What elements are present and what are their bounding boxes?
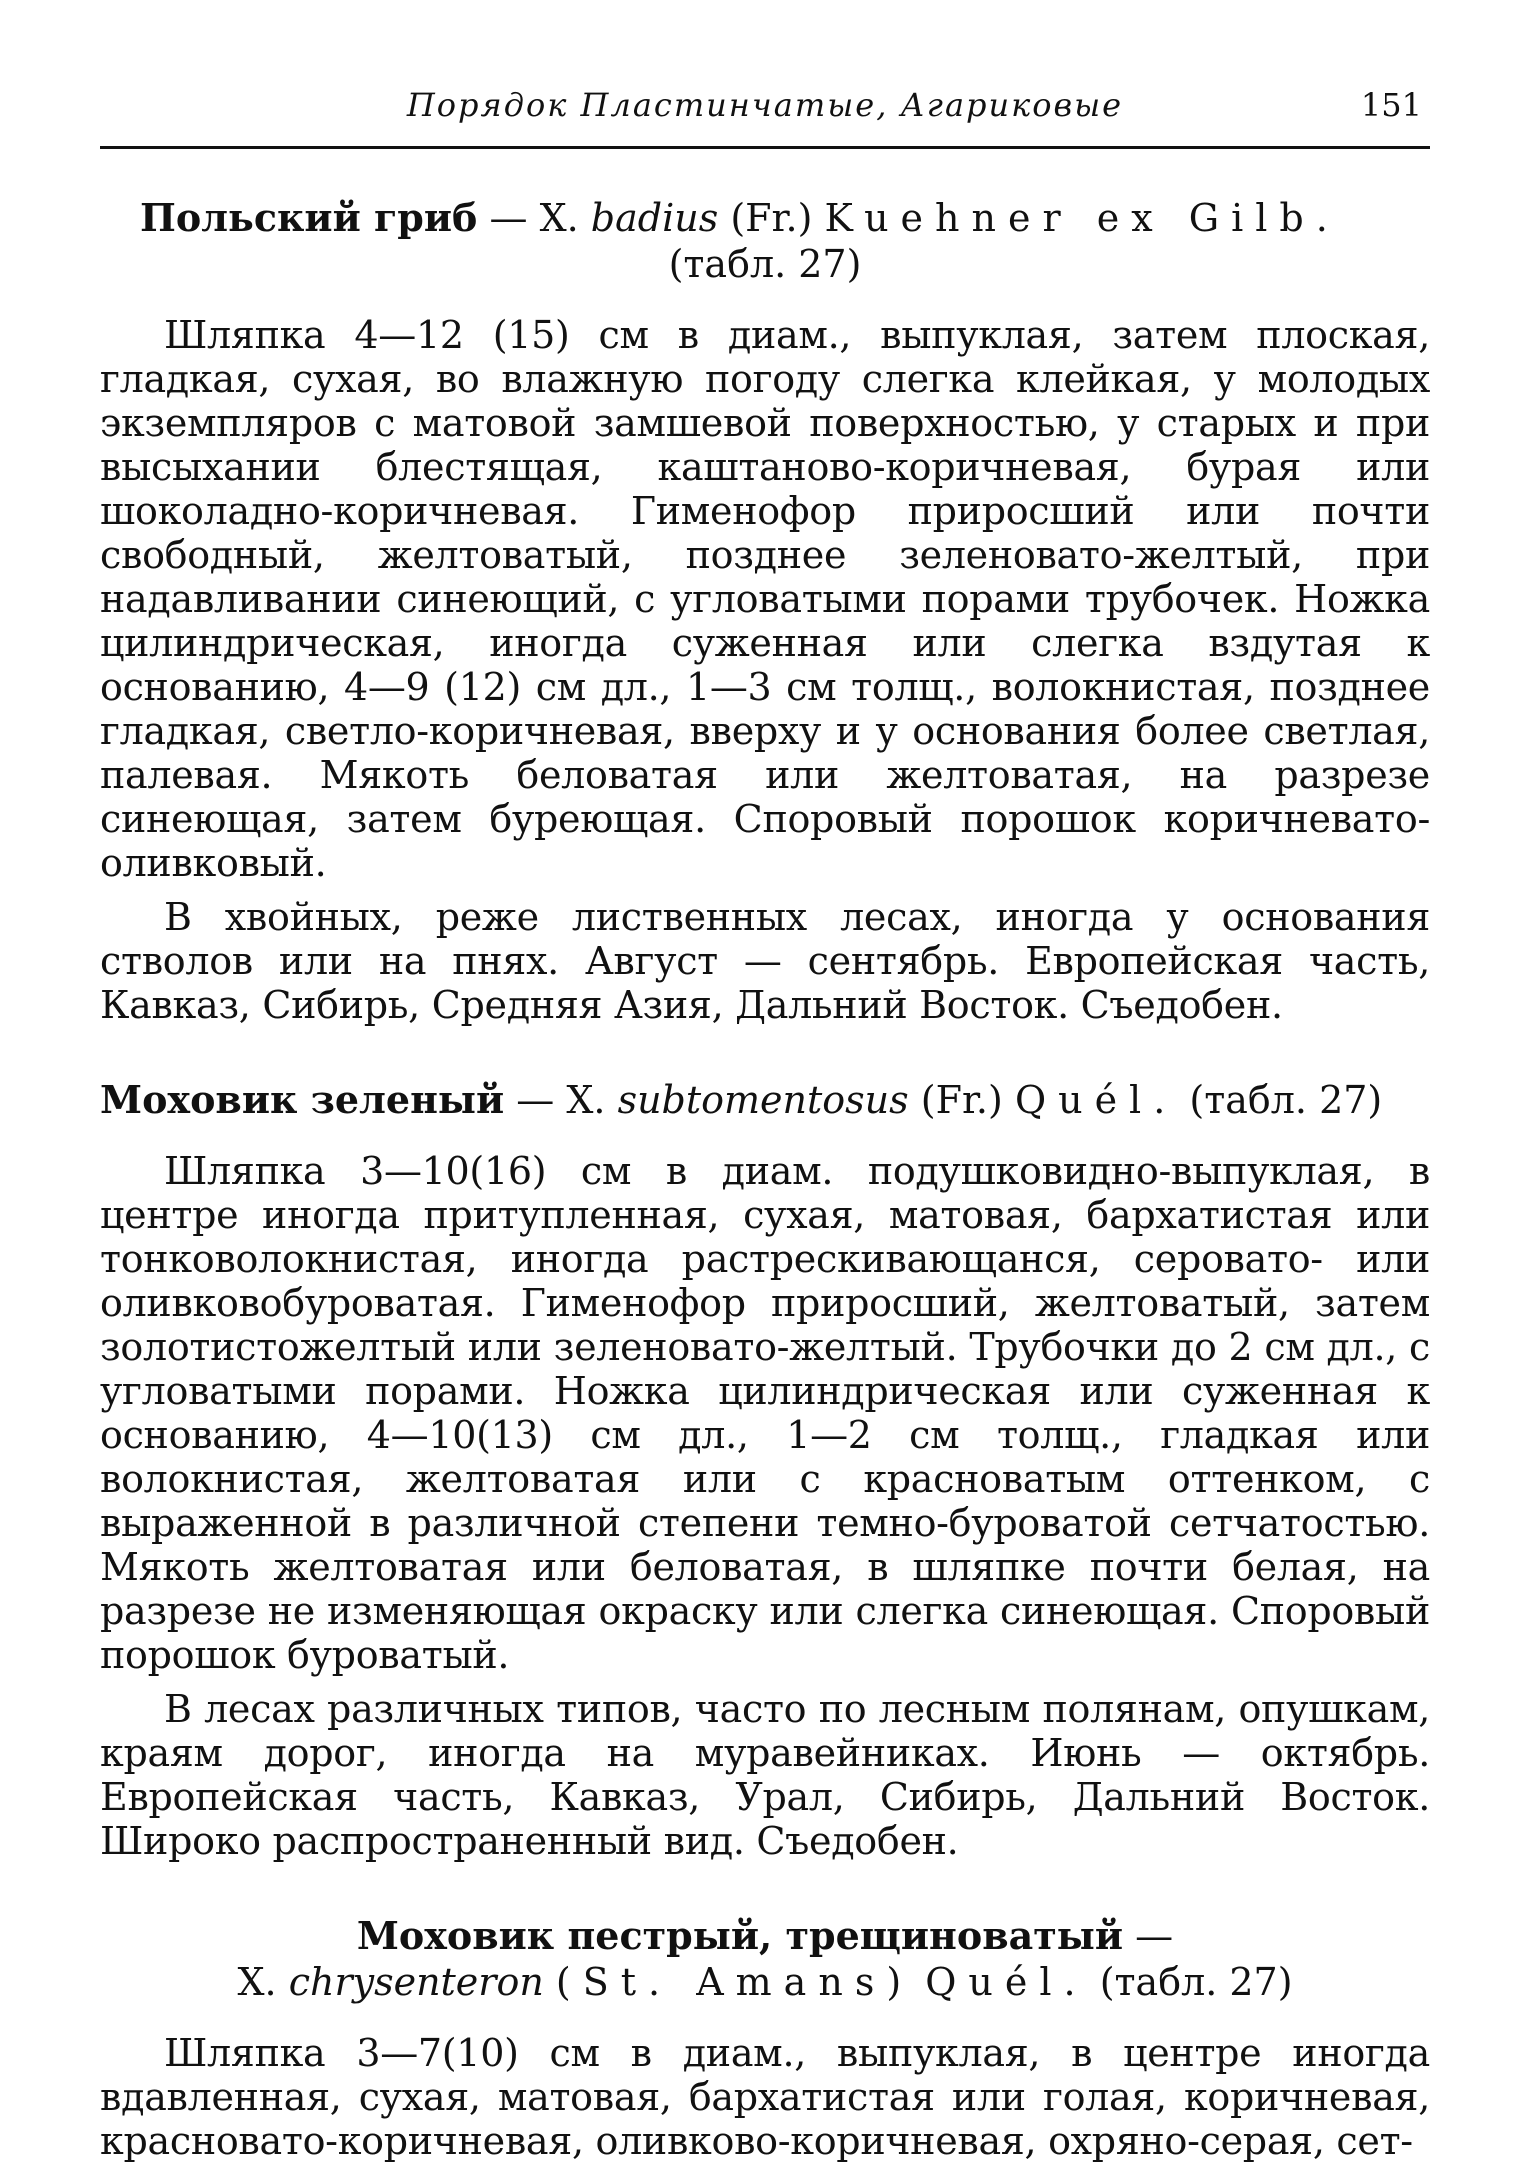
species-genus: X. [539, 196, 579, 240]
species-epithet: chrysenteron [288, 1960, 544, 2004]
species-author-paren: (Fr.) [920, 1078, 1003, 1122]
running-header [100, 80, 1430, 149]
species-name-ru: Моховик пестрый, трещиноватый [356, 1913, 1124, 1958]
species-author: Quél. [925, 1960, 1088, 2004]
species-epithet: subtomentosus [617, 1078, 909, 1122]
species-author: Quél. [1014, 1078, 1178, 1122]
running-title: Порядок Пластинчатые, Агариковые [406, 86, 1124, 124]
species-description: Шляпка 3—7(10) см в диам., выпуклая, в центре иногда вдавленная, сухая, матовая, бархатистая или голая, коричневая, красновато-коричневая, оливково-коричневая, охряно-серая, сет- [100, 2031, 1430, 2163]
species-entry [100, 195, 1430, 1027]
book-page [100, 80, 1430, 2163]
heading-dash: — [477, 196, 540, 240]
page-number: 151 [1360, 86, 1422, 124]
species-genus: X. [237, 1960, 277, 2004]
species-entry [100, 1913, 1430, 2163]
species-author: Kuehner ex Gilb. [824, 196, 1340, 240]
species-table-ref: (табл. 27) [668, 242, 862, 286]
heading-dash: — [504, 1078, 567, 1122]
species-name-ru: Польский гриб [140, 195, 478, 240]
species-habitat: В лесах различных типов, часто по лесным полянам, опушкам, краям дорог, иногда на муравейниках. Июнь — октябрь. Европейская часть, Кавказ, Урал, Сибирь, Дальний Восток. Широко распространенный вид. Съедобен. [100, 1687, 1430, 1863]
species-heading [100, 195, 1430, 241]
species-heading-latin [100, 1959, 1430, 2005]
species-heading [100, 1913, 1430, 1959]
species-table-ref: (табл. 27) [1189, 1078, 1383, 1122]
species-habitat: В хвойных, реже лиственных лесах, иногда у основания стволов или на пнях. Август — сентябрь. Европейская часть, Кавказ, Сибирь, Средняя Азия, Дальний Восток. Съедобен. [100, 895, 1430, 1027]
species-heading [100, 1077, 1430, 1123]
species-description: Шляпка 4—12 (15) см в диам., выпуклая, затем плоская, гладкая, сухая, во влажную погоду слегка клейкая, у молодых экземпляров с матовой замшевой поверхностью, у старых и при высыхании блестящая, каштаново-коричневая, бурая или шоколадно-коричневая. Гименофор приросший или почти свободный, желтоватый, позднее зеленовато-желтый, при надавливании синеющий, с угловатыми порами трубочек. Ножка цилиндрическая, иногда суженная или слегка вздутая к основанию, 4—9 (12) см дл., 1—3 см толщ., волокнистая, позднее гладкая, светло-коричневая, вверху и у основания более светлая, палевая. Мякоть беловатая или желтоватая, на разрезе синеющая, затем буреющая. Споровый порошок коричневато-оливковый. [100, 313, 1430, 885]
species-entry [100, 1077, 1430, 1863]
species-name-ru: Моховик зеленый [100, 1077, 505, 1122]
species-author-paren: (St. Amans) [555, 1960, 914, 2004]
heading-dash: — [1123, 1914, 1174, 1958]
species-author-paren: (Fr.) [730, 196, 813, 240]
species-genus: X. [566, 1078, 606, 1122]
species-epithet: badius [590, 196, 719, 240]
species-description: Шляпка 3—10(16) см в диам. подушковидно-выпуклая, в центре иногда притупленная, сухая, матовая, бархатистая или тонковолокнистая, иногда растрескивающанся, серовато- или оливковобуроватая. Гименофор приросший, желтоватый, затем золотистожелтый или зеленовато-желтый. Трубочки до 2 см дл., с угловатыми порами. Ножка цилиндрическая или суженная к основанию, 4—10(13) см дл., 1—2 см толщ., гладкая или волокнистая, желтоватая или с красноватым оттенком, с выраженной в различной степени темно-буроватой сетчатостью. Мякоть желтоватая или беловатая, в шляпке почти белая, на разрезе не изменяющая окраску или слегка синеющая. Споровый порошок буроватый. [100, 1149, 1430, 1677]
species-table-ref: (табл. 27) [1099, 1960, 1293, 2004]
